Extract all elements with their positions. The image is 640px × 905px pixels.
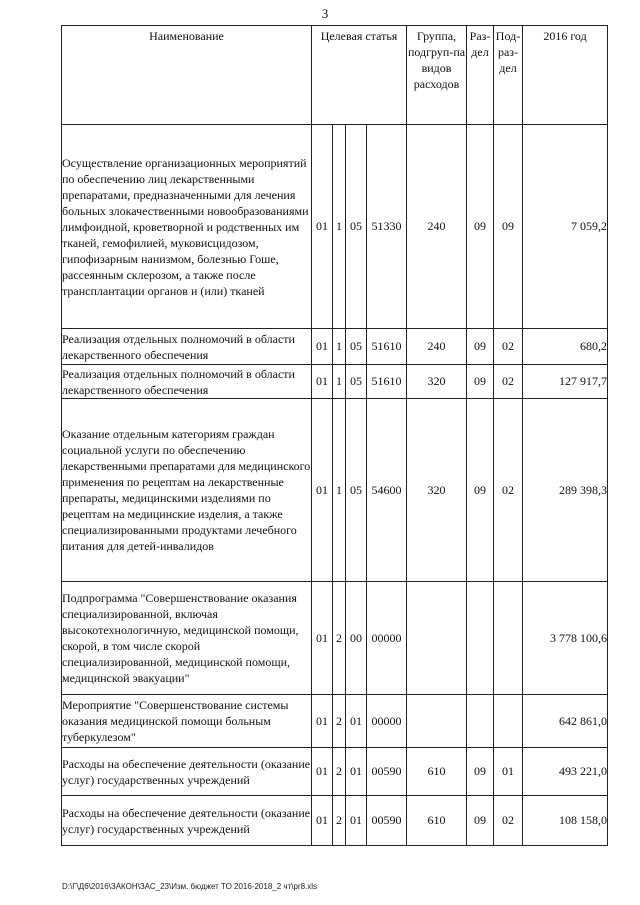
target-program: 01 <box>312 748 333 796</box>
table-row <box>62 748 608 796</box>
section: 09 <box>467 399 494 582</box>
section: 09 <box>467 125 494 329</box>
section: 09 <box>467 748 494 796</box>
row-name: Расходы на обеспечение деятельности (оказание услуг) государственных учреждений <box>62 748 312 796</box>
target-subprogram: 2 <box>333 695 346 748</box>
target-subprogram: 1 <box>333 329 346 365</box>
target-event: 05 <box>346 125 367 329</box>
table-row <box>62 329 608 365</box>
target-direction: 00590 <box>367 796 407 846</box>
target-direction: 51610 <box>367 365 407 399</box>
expense-group: 610 <box>407 748 467 796</box>
amount: 108 158,0 <box>523 796 608 846</box>
subsection <box>494 582 523 695</box>
expense-group: 610 <box>407 796 467 846</box>
amount: 7 059,2 <box>523 125 608 329</box>
row-name: Осуществление организационных мероприятий по обеспечению лиц лекарственными препаратами, предназначенными для лечения больных злокачественными новообразованиями лимфоидной, кроветворной и родственных им тканей, гемофилией, муковисцидозом, гипофизарным нанизмом, болезнью Гоше, рассеянным склерозом, а также после трансплантации органов и (или) тканей <box>62 125 312 329</box>
subsection: 01 <box>494 748 523 796</box>
section: 09 <box>467 796 494 846</box>
table-row <box>62 125 608 329</box>
subsection: 02 <box>494 399 523 582</box>
section: 09 <box>467 329 494 365</box>
target-subprogram: 2 <box>333 796 346 846</box>
subsection: 02 <box>494 329 523 365</box>
subsection: 02 <box>494 365 523 399</box>
target-event: 05 <box>346 329 367 365</box>
target-subprogram: 2 <box>333 748 346 796</box>
target-direction: 54600 <box>367 399 407 582</box>
target-direction: 51610 <box>367 329 407 365</box>
target-program: 01 <box>312 796 333 846</box>
target-event: 01 <box>346 748 367 796</box>
target-subprogram: 1 <box>333 399 346 582</box>
target-subprogram: 2 <box>333 582 346 695</box>
target-subprogram: 1 <box>333 125 346 329</box>
expense-group <box>407 582 467 695</box>
target-subprogram: 1 <box>333 365 346 399</box>
section <box>467 695 494 748</box>
target-program: 01 <box>312 695 333 748</box>
target-direction: 00000 <box>367 582 407 695</box>
section: 09 <box>467 365 494 399</box>
amount: 3 778 100,6 <box>523 582 608 695</box>
subsection <box>494 695 523 748</box>
amount: 493 221,0 <box>523 748 608 796</box>
target-program: 01 <box>312 329 333 365</box>
expense-group: 320 <box>407 365 467 399</box>
header-row <box>62 26 608 125</box>
budget-table <box>61 25 608 846</box>
header-target: Целевая статья <box>312 26 407 125</box>
table-row <box>62 582 608 695</box>
table-row <box>62 695 608 748</box>
target-event: 05 <box>346 399 367 582</box>
row-name: Расходы на обеспечение деятельности (оказание услуг) государственных учреждений <box>62 796 312 846</box>
target-event: 01 <box>346 695 367 748</box>
table-row <box>62 365 608 399</box>
subsection: 02 <box>494 796 523 846</box>
header-year: 2016 год <box>523 26 608 125</box>
expense-group <box>407 695 467 748</box>
row-name: Оказание отдельным категориям граждан социальной услуги по обеспечению лекарственными препаратами для медицинского применения по рецептам на лекарственные препараты, медицинскими изделиями по рецептам на медицинские изделия, а также специализированными продуктами лечебного питания для детей-инвалидов <box>62 399 312 582</box>
target-direction: 00000 <box>367 695 407 748</box>
target-program: 01 <box>312 582 333 695</box>
target-event: 00 <box>346 582 367 695</box>
table-row <box>62 399 608 582</box>
amount: 127 917,7 <box>523 365 608 399</box>
subsection: 09 <box>494 125 523 329</box>
target-event: 01 <box>346 796 367 846</box>
amount: 680,2 <box>523 329 608 365</box>
expense-group: 320 <box>407 399 467 582</box>
amount: 642 861,0 <box>523 695 608 748</box>
expense-group: 240 <box>407 125 467 329</box>
amount: 289 398,3 <box>523 399 608 582</box>
section <box>467 582 494 695</box>
page-number: 3 <box>321 6 329 21</box>
header-name: Наименование <box>62 26 312 125</box>
target-program: 01 <box>312 365 333 399</box>
header-group: Группа, подгруп-па видов расходов <box>407 26 467 125</box>
target-program: 01 <box>312 125 333 329</box>
row-name: Подпрограмма "Совершенствование оказания специализированной, включая высокотехнологичную, медицинской помощи, скорой, в том числе скорой специализированной, медицинской помощи, медицинской эвакуации" <box>62 582 312 695</box>
row-name: Мероприятие "Совершенствование системы оказания медицинской помощи больным туберкулезом" <box>62 695 312 748</box>
header-section: Раз-дел <box>467 26 494 125</box>
target-direction: 00590 <box>367 748 407 796</box>
target-program: 01 <box>312 399 333 582</box>
table-row <box>62 796 608 846</box>
row-name: Реализация отдельных полномочий в области лекарственного обеспечения <box>62 329 312 365</box>
row-name: Реализация отдельных полномочий в области лекарственного обеспечения <box>62 365 312 399</box>
target-event: 05 <box>346 365 367 399</box>
expense-group: 240 <box>407 329 467 365</box>
header-subsection: Под-раз-дел <box>494 26 523 125</box>
target-direction: 51330 <box>367 125 407 329</box>
file-path-footer: D:\Г\Д6\2016\ЗАКОН\ЗАС_23\Изм. бюджет ТО 2016-2018_2 чт\pr8.xls <box>62 882 318 891</box>
